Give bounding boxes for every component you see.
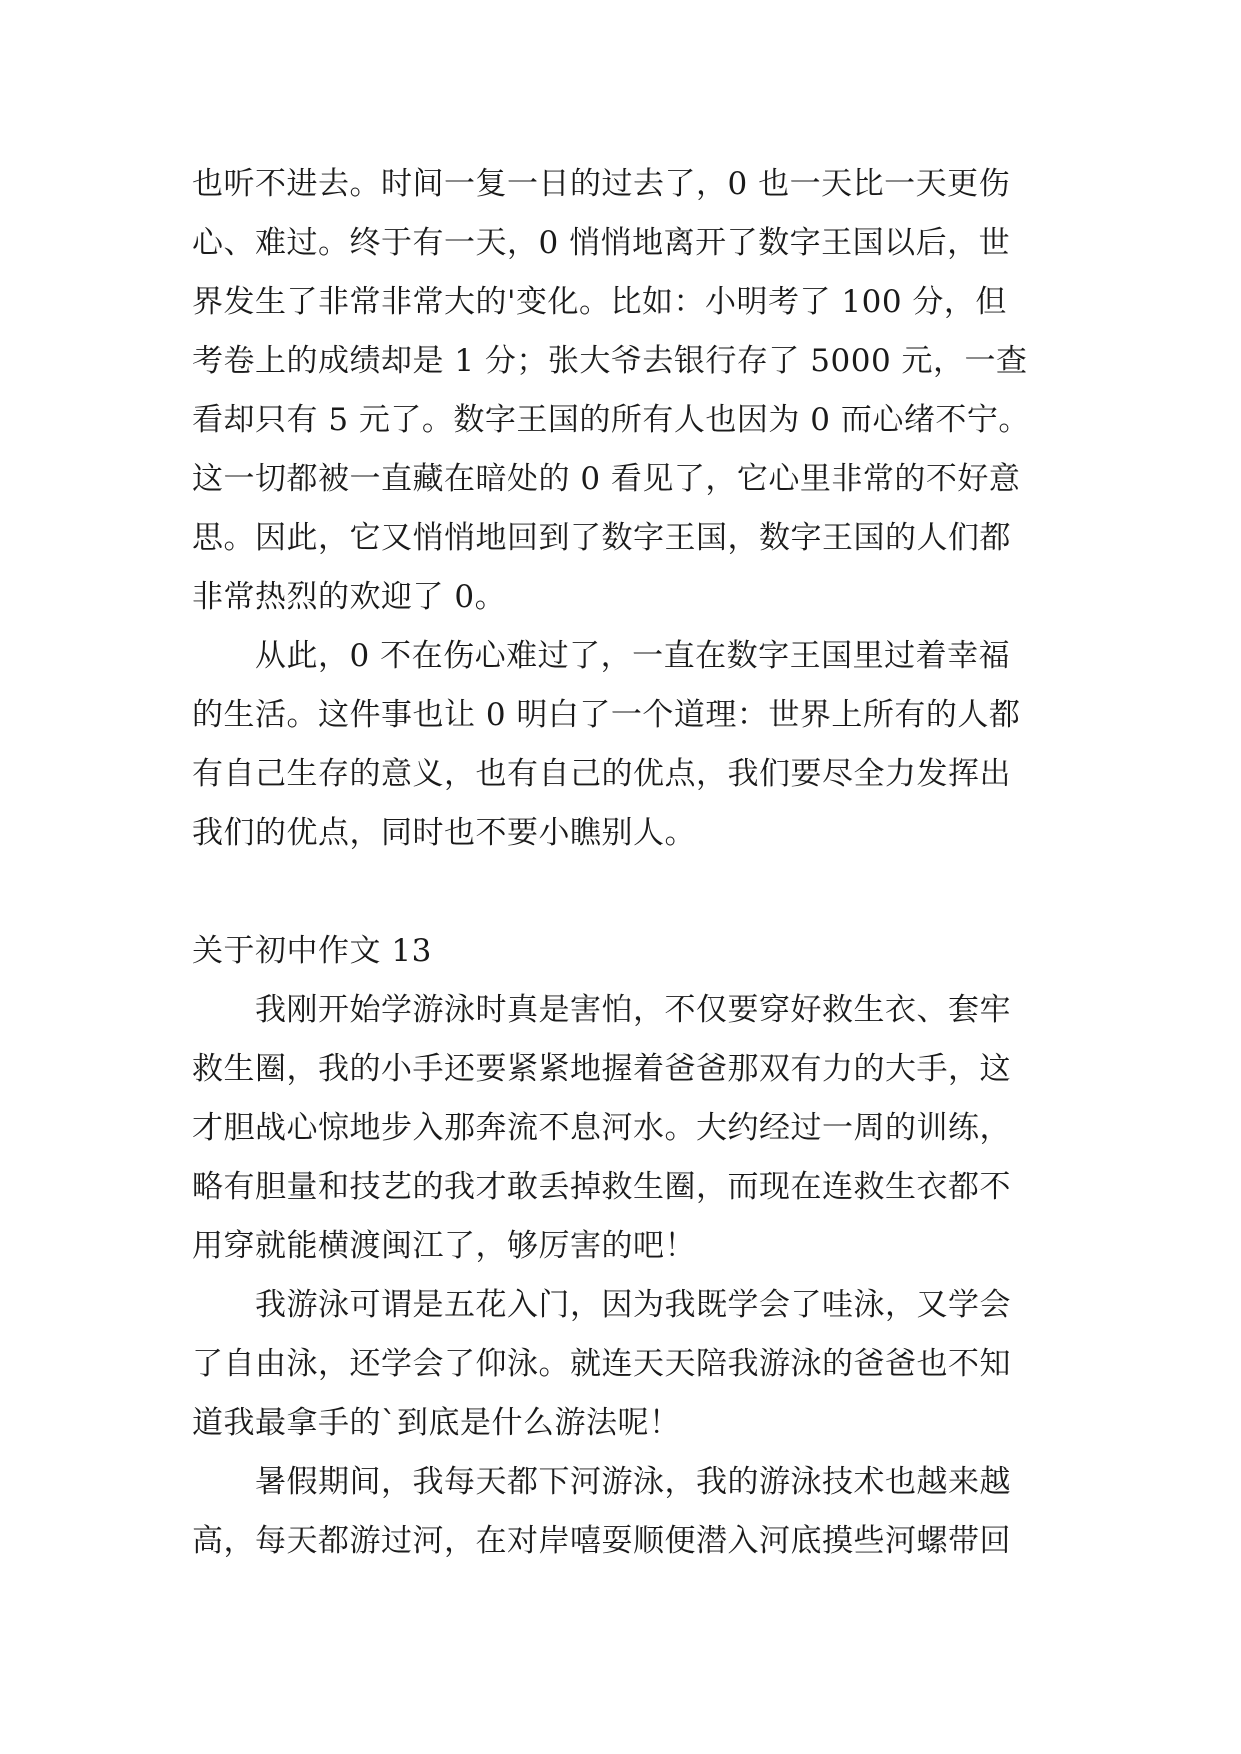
text-line: 这一切都被一直藏在暗处的 0 看见了，它心里非常的不好意 bbox=[192, 461, 1021, 497]
paragraph bbox=[192, 1453, 1052, 1571]
text-line: 也听不进去。时间一复一日的过去了，0 也一天比一天更伤 bbox=[192, 166, 1011, 202]
text-line: 高，每天都游过河，在对岸嘻耍顺便潜入河底摸些河螺带回 bbox=[192, 1523, 1011, 1559]
text-line: 了自由泳，还学会了仰泳。就连天天陪我游泳的爸爸也不知 bbox=[192, 1346, 1011, 1382]
text-line: 思。因此，它又悄悄地回到了数字王国，数字王国的人们都 bbox=[192, 520, 1011, 556]
text-line: 的生活。这件事也让 0 明白了一个道理：世界上所有的人都 bbox=[192, 697, 1021, 733]
text-line: 我游泳可谓是五花入门，因为我既学会了哇泳，又学会 bbox=[192, 1287, 1011, 1323]
text-line: 有自己生存的意义，也有自己的优点，我们要尽全力发挥出 bbox=[192, 756, 1011, 792]
paragraph bbox=[192, 1276, 1052, 1453]
text-line: 救生圈，我的小手还要紧紧地握着爸爸那双有力的大手，这 bbox=[192, 1051, 1011, 1087]
text-line: 我们的优点，同时也不要小瞧别人。 bbox=[192, 815, 696, 851]
text-line: 非常热烈的欢迎了 0。 bbox=[192, 579, 507, 615]
text-line: 用穿就能横渡闽江了，够厉害的吧！ bbox=[192, 1228, 696, 1264]
paragraph bbox=[192, 981, 1052, 1276]
text-line: 暑假期间，我每天都下河游泳，我的游泳技术也越来越 bbox=[192, 1464, 1011, 1500]
text-line: 略有胆量和技艺的我才敢丢掉救生圈，而现在连救生衣都不 bbox=[192, 1169, 1011, 1205]
section-title: 关于初中作文 13 bbox=[192, 933, 432, 969]
section-spacer bbox=[192, 863, 1052, 922]
paragraph bbox=[192, 155, 1052, 627]
text-line: 从此，0 不在伤心难过了，一直在数字王国里过着幸福 bbox=[192, 638, 1011, 674]
text-line: 界发生了非常非常大的'变化。比如：小明考了 100 分，但 bbox=[192, 284, 1007, 320]
text-line: 才胆战心惊地步入那奔流不息河水。大约经过一周的训练， bbox=[192, 1110, 1011, 1146]
paragraph bbox=[192, 627, 1052, 863]
text-line: 道我最拿手的`到底是什么游法呢！ bbox=[192, 1405, 681, 1441]
text-line: 心、难过。终于有一天，0 悄悄地离开了数字王国以后，世 bbox=[192, 225, 1011, 261]
text-line: 考卷上的成绩却是 1 分；张大爷去银行存了 5000 元，一查 bbox=[192, 343, 1028, 379]
text-line: 我刚开始学游泳时真是害怕，不仅要穿好救生衣、套牢 bbox=[192, 992, 1011, 1028]
document-body bbox=[192, 155, 1052, 1571]
text-line: 看却只有 5 元了。数字王国的所有人也因为 0 而心绪不宁。 bbox=[192, 402, 1030, 438]
